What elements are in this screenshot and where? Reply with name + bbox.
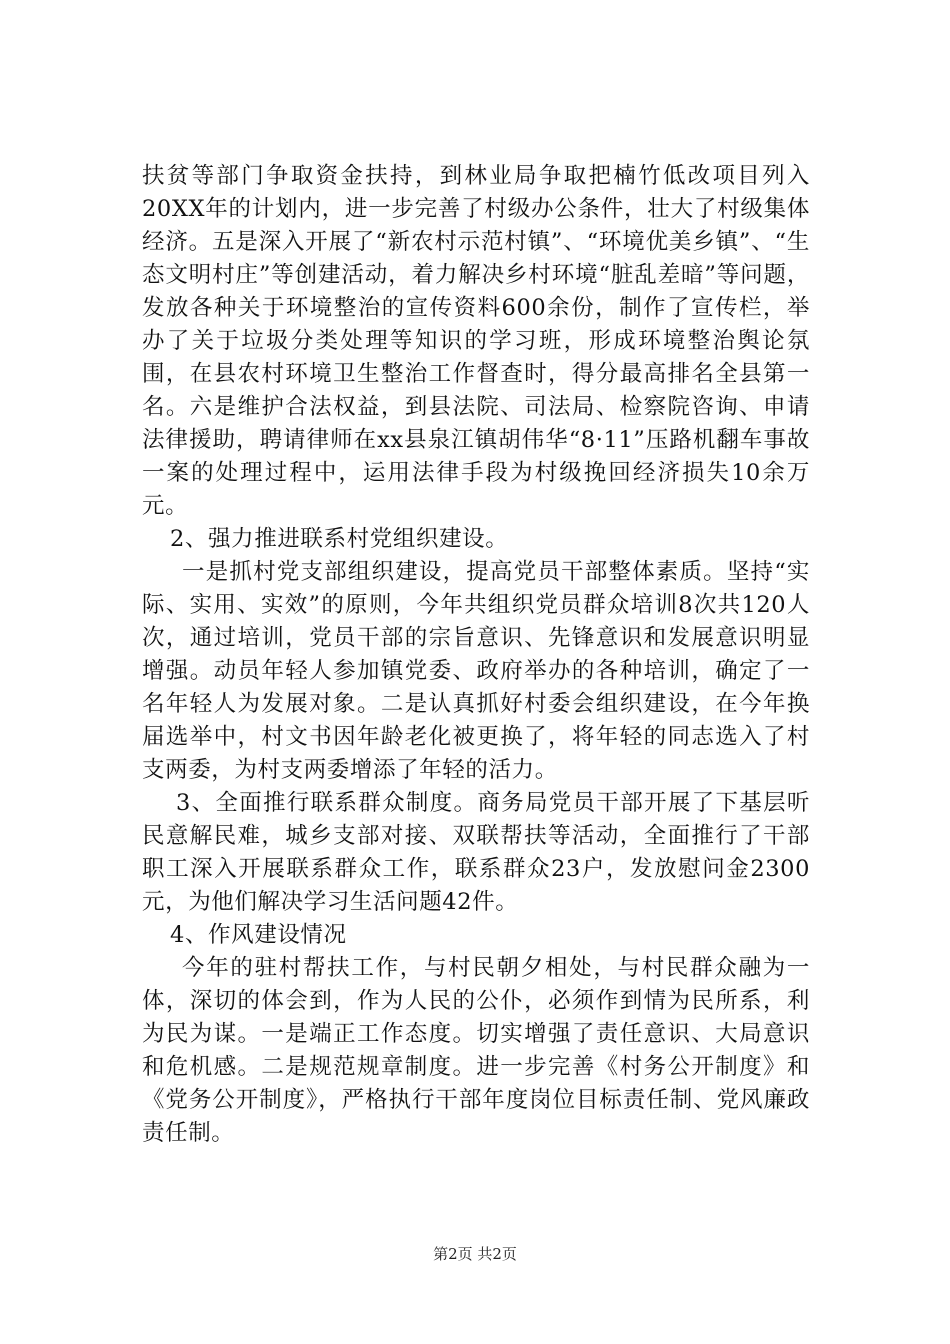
paragraph-contact-masses: 3、全面推行联系群众制度。商务局党员干部开展了下基层听民意解民难，城乡支部对接、双联帮扶等活动，全面推行了干部职工深入开展联系群众工作，联系群众23户，发放慰问金2300元，为他们解决学习生活问题42件。 (142, 790, 810, 915)
paragraph-party-building: 一是抓村党支部组织建设，提高党员干部整体素质。坚持“实际、实用、实效”的原则，今年共组织党员群众培训8次共120人次，通过培训，党员干部的宗旨意识、先锋意识和发展意识明显增强。动员年轻人参加镇党委、政府举办的各种培训，确定了一名年轻人为发展对象。二是认真抓好村委会组织建设，在今年换届选举中，村文书因年龄老化被更换了，将年轻的同志选入了村支两委，为村支两委增添了年轻的活力。 (142, 559, 810, 783)
document-body (142, 160, 810, 1150)
section-heading-2: 2、强力推进联系村党组织建设。 (170, 526, 509, 552)
paragraph-work-style: 今年的驻村帮扶工作，与村民朝夕相处，与村民群众融为一体，深切的体会到，作为人民的公仆，必须作到情为民所系，利为民为谋。一是端正工作态度。切实增强了责任意识、大局意识和危机感。二是规范规章制度。进一步完善《村务公开制度》和《党务公开制度》，严格执行干部年度岗位目标责任制、党风廉政责任制。 (142, 955, 810, 1146)
section-heading-4: 4、作风建设情况 (170, 922, 347, 948)
page-footer: 第2页 共2页 (433, 1245, 517, 1263)
paragraph-continuation: 扶贫等部门争取资金扶持，到林业局争取把楠竹低改项目列入20XX年的计划内，进一步完善了村级办公条件，壮大了村级集体经济。五是深入开展了“新农村示范村镇”、“环境优美乡镇”、“生态文明村庄”等创建活动，着力解决乡村环境“脏乱差暗”等问题，发放各种关于环境整治的宣传资料600余份，制作了宣传栏，举办了关于垃圾分类处理等知识的学习班，形成环境整治舆论氛围，在县农村环境卫生整治工作督查时，得分最高排名全县第一名。六是维护合法权益，到县法院、司法局、检察院咨询、申请法律援助，聘请律师在xx县泉江镇胡伟华“8·11”压路机翻车事故一案的处理过程中，运用法律手段为村级挽回经济损失10余万元。 (142, 163, 810, 519)
